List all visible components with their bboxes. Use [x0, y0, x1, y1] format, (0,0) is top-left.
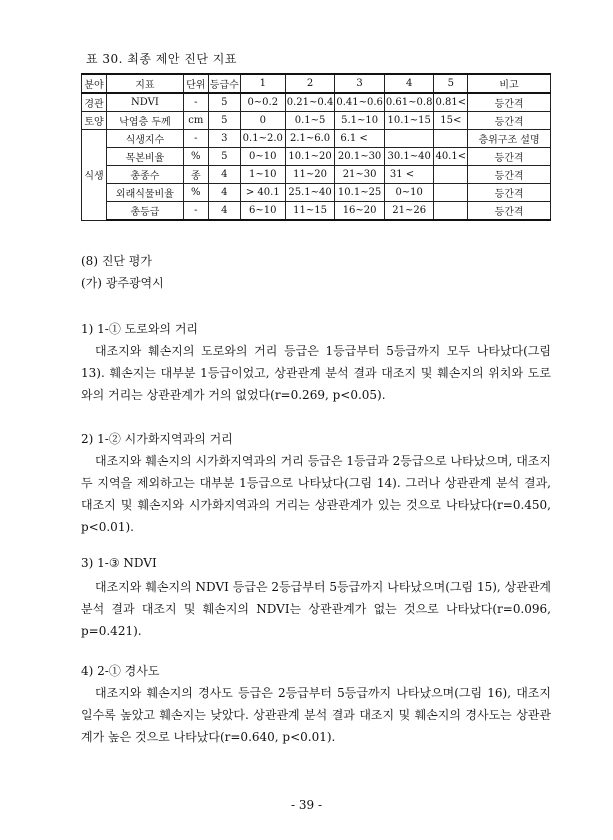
- table-row: [82, 112, 551, 130]
- item-heading-3: 3) 1-③ NDVI: [81, 556, 157, 570]
- cell-note: 등간격: [468, 184, 551, 202]
- cell-grade-2: 11~15: [285, 202, 335, 221]
- cell-unit: -: [183, 130, 208, 148]
- header-category: 분야: [82, 74, 107, 93]
- cell-indicator: 목본비율: [106, 148, 183, 166]
- header-grade-1: 1: [240, 74, 285, 93]
- cell-grade-4: 31 <: [384, 166, 434, 184]
- header-grade-5: 5: [434, 74, 468, 93]
- cell-grade-5: [434, 184, 468, 202]
- cell-grade-4: 21~26: [384, 202, 434, 221]
- item-paragraph-1: 대조지와 훼손지의 도로와의 거리 등급은 1등급부터 5등급까지 모두 나타났다(그림 13). 훼손지는 대부분 1등급이었고, 상관관계 분석 결과 대조지 및 훼손지의 위치와 도로와의 거리는 상관관계가 거의 없었다(r=0.269, p<0.05).: [81, 344, 551, 402]
- cell-grade-4: 30.1~40: [384, 148, 434, 166]
- cell-grade-count: 4: [208, 166, 240, 184]
- table-row: [82, 166, 551, 184]
- cell-grade-count: 4: [208, 184, 240, 202]
- cell-grade-1: 6~10: [240, 202, 285, 221]
- cell-unit: 종: [183, 166, 208, 184]
- cell-indicator: 외래식물비율: [106, 184, 183, 202]
- table-row: [82, 93, 551, 112]
- table-caption: 표 30. 최종 제안 진단 지표: [86, 52, 237, 66]
- cell-indicator: 총종수: [106, 166, 183, 184]
- header-grade-count: 등급수: [208, 74, 240, 93]
- section-title: (8) 진단 평가: [81, 254, 152, 268]
- cell-grade-4: 0~10: [384, 184, 434, 202]
- cell-unit: %: [183, 148, 208, 166]
- cell-note: 등간격: [468, 112, 551, 130]
- cell-grade-5: 15<: [434, 112, 468, 130]
- cell-grade-4: [384, 130, 434, 148]
- cell-grade-2: 10.1~20: [285, 148, 335, 166]
- cell-note: 등간격: [468, 148, 551, 166]
- section-subtitle: (가) 광주광역시: [81, 276, 164, 290]
- cell-indicator: 식생지수: [106, 130, 183, 148]
- cell-grade-4: 0.61~0.8: [384, 93, 434, 112]
- cell-grade-2: 25.1~40: [285, 184, 335, 202]
- cell-grade-5: 0.81<: [434, 93, 468, 112]
- item-heading-4: 4) 2-① 경사도: [81, 664, 160, 678]
- cell-grade-3: 16~20: [335, 202, 385, 221]
- cell-indicator: 총등급: [106, 202, 183, 221]
- cell-grade-2: 0.21~0.4: [285, 93, 335, 112]
- header-grade-3: 3: [335, 74, 385, 93]
- cell-grade-5: [434, 166, 468, 184]
- cell-unit: -: [183, 202, 208, 221]
- header-grade-2: 2: [285, 74, 335, 93]
- diagnosis-indicator-table: [81, 73, 551, 221]
- cell-grade-1: 0~0.2: [240, 93, 285, 112]
- cell-grade-2: 11~20: [285, 166, 335, 184]
- cell-category-merged: 식생: [82, 130, 107, 221]
- cell-grade-3: 20.1~30: [335, 148, 385, 166]
- page-number: - 39 -: [290, 798, 322, 812]
- cell-grade-count: 4: [208, 202, 240, 221]
- cell-grade-count: 3: [208, 130, 240, 148]
- cell-grade-2: 2.1~6.0: [285, 130, 335, 148]
- cell-grade-1: 1~10: [240, 166, 285, 184]
- table-header-row: [82, 74, 551, 93]
- cell-grade-3: 10.1~25: [335, 184, 385, 202]
- cell-grade-3: 6.1 <: [335, 130, 385, 148]
- cell-note: 등간격: [468, 166, 551, 184]
- item-heading-1: 1) 1-① 도로와의 거리: [81, 322, 199, 336]
- table-row: [82, 184, 551, 202]
- header-grade-4: 4: [384, 74, 434, 93]
- cell-category: 토양: [82, 112, 107, 130]
- cell-note: 등간격: [468, 202, 551, 221]
- cell-grade-3: 5.1~10: [335, 112, 385, 130]
- table-row: [82, 130, 551, 148]
- cell-category: 경관: [82, 93, 107, 112]
- cell-grade-2: 0.1~5: [285, 112, 335, 130]
- header-note: 비고: [468, 74, 551, 93]
- header-indicator: 지표: [106, 74, 183, 93]
- cell-grade-3: 21~30: [335, 166, 385, 184]
- cell-grade-count: 5: [208, 148, 240, 166]
- item-paragraph-2: 대조지와 훼손지의 시가화지역과의 거리 등급은 1등급과 2등급으로 나타났으며, 대조지 두 지역을 제외하고는 대부분 1등급으로 나타났다(그림 14). 그러나 상관관계 분석 결과, 대조지 및 훼손지와 시가화지역과의 거리는 상관관계가 있는 것으로 나타났다(r=0.450, p<0.01).: [81, 454, 551, 534]
- cell-grade-1: 0.1~2.0: [240, 130, 285, 148]
- cell-note: 등간격: [468, 93, 551, 112]
- item-heading-2: 2) 1-② 시가화지역과의 거리: [81, 432, 233, 446]
- item-paragraph-3: 대조지와 훼손지의 NDVI 등급은 2등급부터 5등급까지 나타났으며(그림 15), 상관관계 분석 결과 대조지 및 훼손지의 NDVI는 상관관계가 없는 것으로 나타났다(r=0.096, p=0.421).: [81, 580, 551, 638]
- cell-grade-1: 0: [240, 112, 285, 130]
- cell-unit: -: [183, 93, 208, 112]
- item-paragraph-4: 대조지와 훼손지의 경사도 등급은 2등급부터 5등급까지 나타났으며(그림 16), 대조지일수록 높았고 훼손지는 낮았다. 상관관계 분석 결과 대조지 및 훼손지의 경사도는 상관관계가 높은 것으로 나타났다(r=0.640, p<0.01).: [81, 686, 551, 744]
- cell-grade-3: 0.41~0.6: [335, 93, 385, 112]
- cell-note: 층위구조 설명: [468, 130, 551, 148]
- cell-grade-5: [434, 130, 468, 148]
- cell-grade-count: 5: [208, 112, 240, 130]
- cell-grade-5: [434, 202, 468, 221]
- cell-grade-4: 10.1~15: [384, 112, 434, 130]
- table-row: [82, 148, 551, 166]
- header-unit: 단위: [183, 74, 208, 93]
- cell-indicator: NDVI: [106, 93, 183, 112]
- cell-unit: cm: [183, 112, 208, 130]
- cell-grade-1: > 40.1: [240, 184, 285, 202]
- cell-grade-count: 5: [208, 93, 240, 112]
- cell-indicator: 낙엽층 두께: [106, 112, 183, 130]
- table-row: [82, 202, 551, 221]
- cell-grade-5: 40.1<: [434, 148, 468, 166]
- cell-unit: %: [183, 184, 208, 202]
- cell-grade-1: 0~10: [240, 148, 285, 166]
